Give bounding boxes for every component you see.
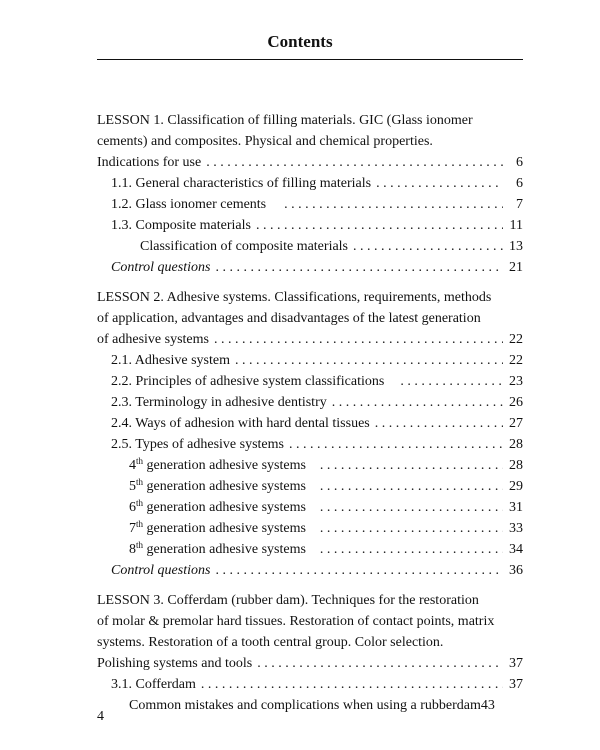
toc-entry[interactable] xyxy=(97,236,523,257)
page-ref: 6 xyxy=(516,155,523,170)
toc-entry[interactable] xyxy=(97,539,523,560)
toc-entry[interactable] xyxy=(97,497,523,518)
page-ref: 33 xyxy=(509,521,523,536)
entry-label: 2.3. Terminology in adhesive dentistry xyxy=(111,395,327,410)
entry-label: 2.4. Ways of adhesion with hard dental tissues xyxy=(111,416,370,431)
ordinal-suffix: th xyxy=(136,477,144,487)
toc-entry[interactable] xyxy=(97,413,523,434)
ordinal-suffix: th xyxy=(136,456,144,466)
dot-leader xyxy=(332,392,503,413)
entry-label-rest: generation adhesive systems xyxy=(143,479,306,494)
lesson-1-heading-line-2: cements) and composites. Physical and chemical properties. xyxy=(97,134,433,149)
generation-number: 8 xyxy=(129,542,136,557)
entry-label: 2.1. Adhesive system xyxy=(111,353,230,368)
dot-leader xyxy=(206,152,503,173)
title-rule xyxy=(97,59,523,60)
page-ref: 43 xyxy=(480,698,495,713)
toc-entry[interactable] xyxy=(97,194,523,215)
page-ref: 29 xyxy=(509,479,523,494)
entry-label: Classification of composite materials xyxy=(140,239,349,254)
entry-label: Common mistakes and complications when using a rubberdam xyxy=(129,698,481,713)
page-ref: 37 xyxy=(509,677,523,692)
toc-entry[interactable] xyxy=(97,257,523,278)
dot-leader xyxy=(400,371,503,392)
entry-label: 1.1. General characteristics of filling materials xyxy=(111,176,372,191)
dot-leader xyxy=(257,653,503,674)
toc-entry[interactable] xyxy=(97,518,523,539)
dot-leader xyxy=(256,215,503,236)
dot-leader xyxy=(289,434,503,455)
lesson-1-block xyxy=(97,110,523,278)
entry-label: 2.5. Types of adhesive systems xyxy=(111,437,284,452)
dot-leader xyxy=(215,257,503,278)
entry-label-rest: generation adhesive systems xyxy=(143,458,306,473)
toc-entry[interactable] xyxy=(97,152,523,173)
toc-entry[interactable] xyxy=(97,350,523,371)
dot-leader xyxy=(353,236,503,257)
dot-leader xyxy=(201,674,503,695)
toc-entry[interactable] xyxy=(97,215,523,236)
page-ref: 27 xyxy=(509,416,523,431)
toc-entry[interactable] xyxy=(97,653,523,674)
table-of-contents xyxy=(97,110,523,716)
dot-leader xyxy=(375,413,503,434)
page-ref: 28 xyxy=(509,437,523,452)
toc-entry[interactable] xyxy=(97,455,523,476)
toc-entry[interactable] xyxy=(97,695,523,716)
page-ref: 22 xyxy=(509,332,523,347)
page-ref: 34 xyxy=(509,542,523,557)
dot-leader xyxy=(235,350,503,371)
lesson-3-heading-line-2: of molar & premolar hard tissues. Restoration of contact points, matrix xyxy=(97,614,495,629)
toc-entry[interactable] xyxy=(97,329,523,350)
page-ref: 21 xyxy=(509,260,523,275)
generation-number: 5 xyxy=(129,479,136,494)
control-questions-label: Control questions xyxy=(111,260,211,275)
dot-leader xyxy=(376,173,503,194)
dot-leader xyxy=(284,194,503,215)
lesson-3-block xyxy=(97,590,523,716)
entry-label: 1.3. Composite materials xyxy=(111,218,251,233)
entry-label xyxy=(129,476,306,497)
dot-leader xyxy=(215,560,503,581)
control-questions-label: Control questions xyxy=(111,563,211,578)
lesson-1-heading-last: Indications for use xyxy=(97,155,202,170)
entry-label: 1.2. Glass ionomer cements xyxy=(111,197,267,212)
page-number: 4 xyxy=(97,709,104,724)
lesson-3-heading-line-1: LESSON 3. Cofferdam (rubber dam). Techniques for the restoration xyxy=(97,593,479,608)
page-ref: 36 xyxy=(509,563,523,578)
lesson-2-heading-last: of adhesive systems xyxy=(97,332,209,347)
ordinal-suffix: th xyxy=(136,519,144,529)
page-ref: 11 xyxy=(509,218,523,233)
toc-entry[interactable] xyxy=(97,674,523,695)
page-title: Contents xyxy=(267,32,333,51)
page-ref: 22 xyxy=(509,353,523,368)
page-ref: 7 xyxy=(516,197,523,212)
page-ref: 13 xyxy=(509,239,523,254)
lesson-3-heading-last: Polishing systems and tools xyxy=(97,656,253,671)
entry-label xyxy=(129,455,306,476)
generation-number: 6 xyxy=(129,500,136,515)
toc-entry[interactable] xyxy=(97,173,523,194)
page-ref: 37 xyxy=(509,656,523,671)
dot-leader xyxy=(320,539,503,560)
dot-leader xyxy=(320,497,503,518)
entry-label-rest: generation adhesive systems xyxy=(143,542,306,557)
generation-number: 7 xyxy=(129,521,136,536)
dot-leader xyxy=(320,518,503,539)
ordinal-suffix: th xyxy=(136,498,144,508)
page-ref: 31 xyxy=(509,500,523,515)
page-ref: 26 xyxy=(509,395,523,410)
ordinal-suffix: th xyxy=(136,540,144,550)
toc-entry[interactable] xyxy=(97,476,523,497)
entry-label: 3.1. Cofferdam xyxy=(111,677,196,692)
entry-label-rest: generation adhesive systems xyxy=(143,521,306,536)
page-ref: 23 xyxy=(509,374,523,389)
toc-entry[interactable] xyxy=(97,560,523,581)
dot-leader xyxy=(320,455,503,476)
lesson-2-heading-line-2: of application, advantages and disadvantages of the latest generation xyxy=(97,311,481,326)
lesson-2-heading-line-1: LESSON 2. Adhesive systems. Classifications, requirements, methods xyxy=(97,290,492,305)
toc-entry[interactable] xyxy=(97,371,523,392)
page-ref: 28 xyxy=(509,458,523,473)
toc-entry[interactable] xyxy=(97,434,523,455)
entry-label-rest: generation adhesive systems xyxy=(143,500,306,515)
entry-label xyxy=(129,518,306,539)
dot-leader xyxy=(214,329,503,350)
entry-label: 2.2. Principles of adhesive system classifications xyxy=(111,374,385,389)
entry-label xyxy=(129,497,306,518)
page-ref: 6 xyxy=(516,176,523,191)
entry-label xyxy=(129,539,306,560)
lesson-1-heading-line-1: LESSON 1. Classification of filling materials. GIC (Glass ionomer xyxy=(97,113,473,128)
dot-leader xyxy=(320,476,503,497)
generation-number: 4 xyxy=(129,458,136,473)
lesson-2-block xyxy=(97,287,523,581)
toc-entry[interactable] xyxy=(97,392,523,413)
lesson-3-heading-line-3: systems. Restoration of a tooth central group. Color selection. xyxy=(97,635,444,650)
